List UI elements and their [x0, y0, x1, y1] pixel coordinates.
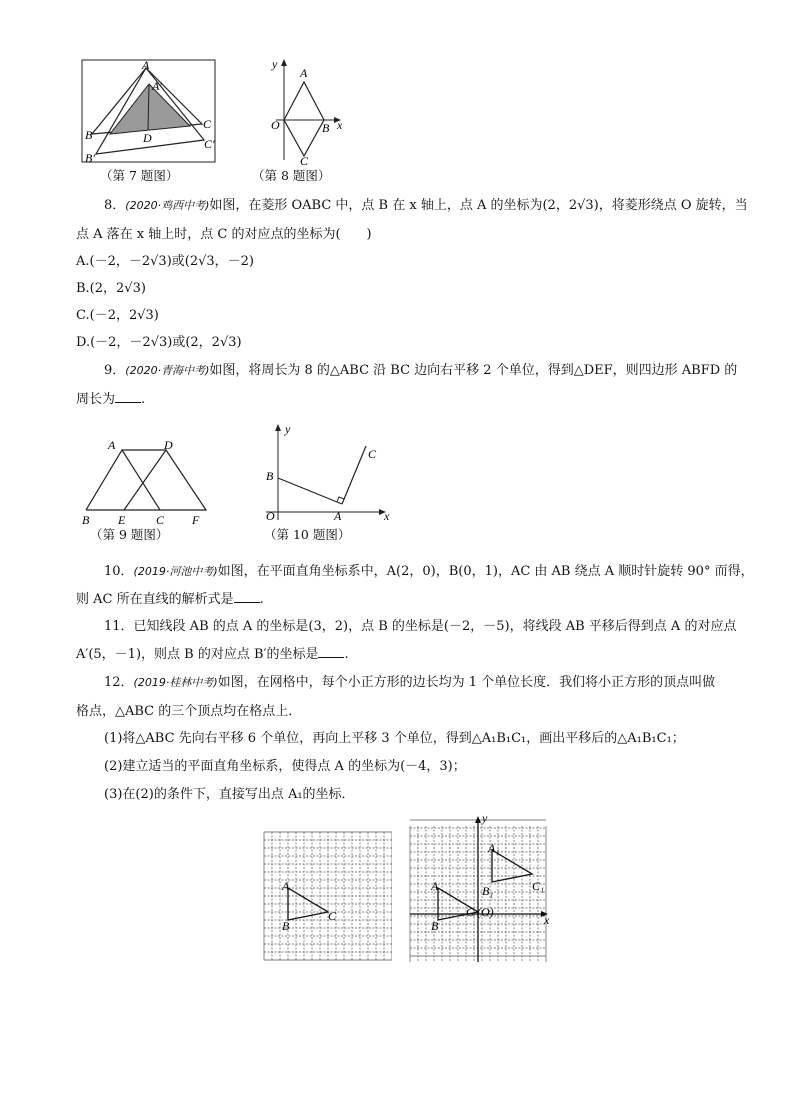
figure-10-caption: （第 10 题图）: [264, 527, 351, 542]
label-d: D: [164, 438, 173, 452]
q10-stem-line1: 如图，在平面直角坐标系中，A(2，0)，B(0，1)，AC 由 AB 绕点 A 顺时针旋转 90° 而得，: [217, 564, 754, 579]
segment-de: [124, 450, 166, 510]
label-x: x: [384, 509, 390, 523]
label-a: A: [334, 509, 342, 523]
q12-line1: [104, 673, 715, 693]
label-c: C: [328, 909, 337, 923]
label-y: y: [272, 57, 278, 71]
q8-option-b: B.(2，2√3): [76, 281, 146, 296]
label-b1: B₁: [482, 884, 494, 898]
q9-stem-line1: 如图，将周长为 8 的△ABC 沿 BC 边向右平移 2 个单位，得到△DEF，则四边形 ABFD 的: [209, 363, 738, 378]
label-b: B: [431, 919, 439, 933]
label-c-prime: C′: [204, 137, 215, 151]
label-a1: A₁: [488, 841, 500, 855]
label-b: B: [266, 469, 274, 483]
label-o: O: [266, 509, 275, 523]
q8-option-a: A.(－2，－2√3)或(2√3，－2): [76, 254, 255, 269]
q9-line2: [76, 390, 145, 410]
q10-number: 10．: [104, 564, 134, 579]
label-c: C: [368, 447, 377, 461]
label-x: x: [337, 118, 343, 132]
figure-9: [74, 438, 214, 530]
q12-stem-line1: 如图，在网格中，每个小正方形的边长均为 1 个单位长度．我们将小正方形的顶点叫做: [217, 675, 716, 690]
label-c: C: [466, 905, 475, 919]
q11-stem-prefix: A′(5，－1)，则点 B 的对应点 B′的坐标是: [76, 647, 319, 662]
q8-line1: [104, 196, 748, 216]
rhombus-oabc: [284, 82, 324, 156]
q11-answer-blank[interactable]: [318, 645, 344, 658]
q11-stem-line1: 已知线段 AB 的点 A 的坐标是(3，2)，点 B 的坐标是(－2，－5)，将线段 AB 平移后得到点 A 的对应点: [133, 619, 737, 634]
segment-ac: [342, 446, 366, 504]
label-b: B: [85, 128, 93, 142]
q10-stem-prefix: 则 AC 所在直线的解析式是: [76, 592, 234, 607]
q10-line1: [104, 562, 754, 582]
label-c: C: [203, 117, 212, 131]
label-c: C: [300, 154, 309, 166]
label-a: A: [142, 58, 150, 72]
q8-number: 8．: [104, 198, 126, 213]
q12-source: (2019·桂林中考): [133, 676, 218, 689]
y-axis-arrow: [275, 424, 281, 431]
label-o: O: [271, 118, 280, 132]
quadrilateral-abfd: [86, 450, 206, 510]
label-y: y: [482, 816, 488, 825]
y-axis-arrow: [475, 816, 481, 823]
q8-option-d: D.(－2，－2√3)或(2，2√3): [76, 335, 242, 350]
q10-source: (2019·河池中考): [133, 565, 218, 578]
figure-7-caption: （第 7 题图）: [100, 168, 179, 183]
grid-lines: [264, 832, 392, 960]
q8-stem-line2: 点 A 落在 x 轴上时，点 C 的对应点的坐标为( ): [76, 227, 372, 242]
figure-10: [258, 420, 398, 524]
q8-option-c: C.(－2，2√3): [76, 308, 159, 323]
q9-number: 9．: [104, 363, 126, 378]
label-a: A: [431, 879, 439, 893]
q10-stem-suffix: .: [259, 592, 264, 607]
q11-line1: [104, 617, 736, 637]
grid-right: [406, 816, 556, 966]
q9-answer-blank[interactable]: [115, 390, 141, 403]
label-c1: C₁: [532, 879, 545, 893]
label-a-prime: A′: [152, 79, 162, 93]
label-d: D: [143, 131, 152, 145]
q12-number: 12．: [104, 675, 134, 690]
q12-part-3: (3)在(2)的条件下，直接写出点 A₁的坐标．: [104, 787, 355, 802]
q10-answer-blank[interactable]: [234, 590, 260, 603]
q11-number: 11．: [104, 619, 134, 634]
q9-stem-suffix: .: [141, 392, 146, 407]
q8-source: (2020·鸡西中考): [125, 199, 210, 212]
q9-stem-prefix: 周长为: [76, 392, 116, 407]
segment-ba: [278, 478, 342, 504]
figure-9-caption: （第 9 题图）: [90, 527, 169, 542]
q11-stem-suffix: .: [344, 647, 349, 662]
label-a: A: [300, 66, 308, 80]
q11-line2: [76, 645, 349, 665]
label-a: A: [108, 438, 116, 452]
figure-7: [80, 58, 220, 166]
figure-8-caption: （第 8 题图）: [252, 168, 331, 183]
label-b: B: [282, 919, 290, 933]
label-y: y: [285, 422, 291, 436]
q10-line2: [76, 590, 264, 610]
label-b: B: [322, 121, 330, 135]
q12-stem-line2: 格点，△ABC 的三个顶点均在格点上．: [76, 704, 302, 719]
segment-ac: [122, 450, 160, 510]
label-b: B: [82, 513, 90, 527]
label-f: F: [192, 513, 200, 527]
q12-part-2: (2)建立适当的平面直角坐标系，使得点 A 的坐标为(－4，3)；: [104, 759, 466, 774]
y-axis-arrow: [281, 59, 287, 66]
q8-stem-line1: 如图，在菱形 OABC 中，点 B 在 x 轴上，点 A 的坐标为(2，2√3)，将菱形绕点 O 旋转，当: [209, 198, 748, 213]
grid-left: [260, 828, 392, 964]
label-c: C: [156, 513, 165, 527]
label-x: x: [544, 913, 550, 927]
label-b-prime: B′: [85, 151, 95, 165]
q12-part-1: (1)将△ABC 先向右平移 6 个单位，再向上平移 3 个单位，得到△A₁B₁C₁，画出平移后的△A₁B₁C₁；: [104, 731, 685, 746]
q9-source: (2020·青海中考): [125, 364, 210, 377]
label-e: E: [118, 513, 126, 527]
label-a: A: [282, 879, 290, 893]
label-origin: (O): [477, 905, 494, 919]
figure-8: [266, 56, 356, 166]
q9-line1: [104, 361, 737, 381]
